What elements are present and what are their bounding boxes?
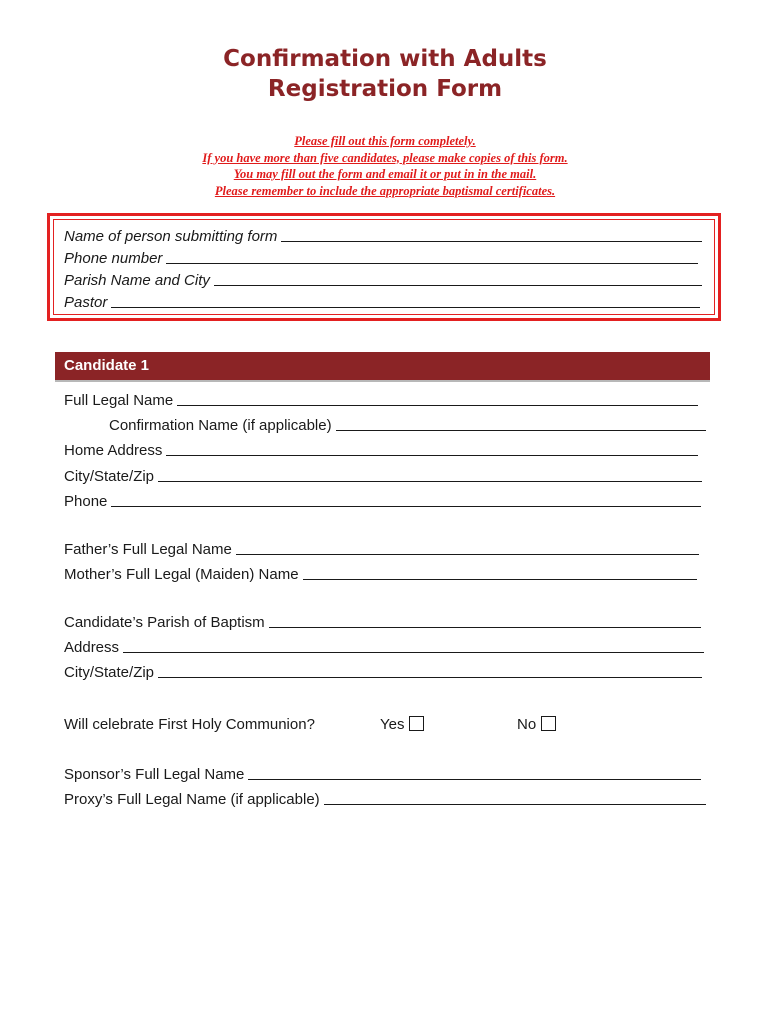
baptism-city-field[interactable]: [158, 677, 702, 678]
instruction-line: You may fill out the form and email it or put in in the mail.: [233, 167, 537, 181]
instruction-line: Please remember to include the appropriate baptismal certificates.: [214, 183, 556, 198]
baptism-city-label: City/State/Zip: [64, 664, 155, 681]
submitter-phone-field[interactable]: [166, 263, 698, 264]
instruction-line: If you have more than five candidates, please make copies of this form.: [202, 150, 568, 165]
father-name-row: [64, 538, 699, 558]
home-address-row: [64, 439, 698, 459]
parish-row: [64, 269, 702, 289]
proxy-name-row: [64, 788, 706, 808]
mother-name-field[interactable]: [303, 579, 697, 580]
baptism-parish-label: Candidate’s Parish of Baptism: [64, 614, 265, 631]
baptism-address-label: Address: [64, 639, 120, 656]
city-state-zip-label: City/State/Zip: [64, 468, 155, 485]
father-name-field[interactable]: [236, 554, 699, 555]
full-legal-name-row: [64, 389, 698, 409]
submitter-name-row: [64, 225, 702, 245]
form-title: [0, 44, 770, 104]
baptism-parish-row: [64, 611, 701, 631]
parish-field[interactable]: [214, 285, 702, 286]
father-name-label: Father’s Full Legal Name: [64, 541, 232, 558]
mother-name-label: Mother’s Full Legal (Maiden) Name: [64, 566, 299, 583]
phone-field[interactable]: [111, 506, 701, 507]
no-label: No: [517, 716, 537, 733]
full-legal-name-label: Full Legal Name: [64, 392, 174, 409]
sponsor-name-row: [64, 763, 701, 783]
candidate-section-header: Candidate 1: [55, 352, 710, 380]
confirmation-name-label: Confirmation Name (if applicable): [109, 417, 332, 434]
parish-label: Parish Name and City: [64, 272, 210, 289]
confirmation-name-field[interactable]: [336, 430, 706, 431]
baptism-address-field[interactable]: [123, 652, 704, 653]
submitter-phone-row: [64, 247, 698, 267]
yes-label: Yes: [380, 716, 405, 733]
submitter-name-field[interactable]: [281, 241, 702, 242]
form-title-line-1: Confirmation with Adults: [223, 46, 547, 72]
instructions: [0, 133, 770, 199]
proxy-name-label: Proxy’s Full Legal Name (if applicable): [64, 791, 320, 808]
form-title-line-2: Registration Form: [267, 76, 503, 102]
confirmation-name-row: [109, 414, 706, 434]
full-legal-name-field[interactable]: [177, 405, 698, 406]
pastor-label: Pastor: [64, 294, 108, 311]
city-state-zip-field[interactable]: [158, 481, 702, 482]
pastor-field[interactable]: [111, 307, 700, 308]
mother-name-row: [64, 563, 697, 583]
pastor-row: [64, 291, 700, 311]
instruction-line: Please fill out this form completely.: [294, 134, 476, 148]
baptism-city-row: [64, 661, 702, 681]
communion-question: Will celebrate First Holy Communion?: [64, 716, 315, 733]
sponsor-name-field[interactable]: [248, 779, 701, 780]
home-address-field[interactable]: [166, 455, 698, 456]
baptism-parish-field[interactable]: [269, 627, 701, 628]
sponsor-name-label: Sponsor’s Full Legal Name: [64, 766, 245, 783]
yes-checkbox[interactable]: [409, 716, 424, 731]
baptism-address-row: [64, 636, 704, 656]
submitter-phone-label: Phone number: [64, 250, 163, 267]
proxy-name-field[interactable]: [324, 804, 706, 805]
phone-row: [64, 490, 701, 510]
no-checkbox[interactable]: [541, 716, 556, 731]
home-address-label: Home Address: [64, 442, 163, 459]
phone-label: Phone: [64, 493, 108, 510]
submitter-name-label: Name of person submitting form: [64, 228, 278, 245]
city-state-zip-row: [64, 465, 702, 485]
